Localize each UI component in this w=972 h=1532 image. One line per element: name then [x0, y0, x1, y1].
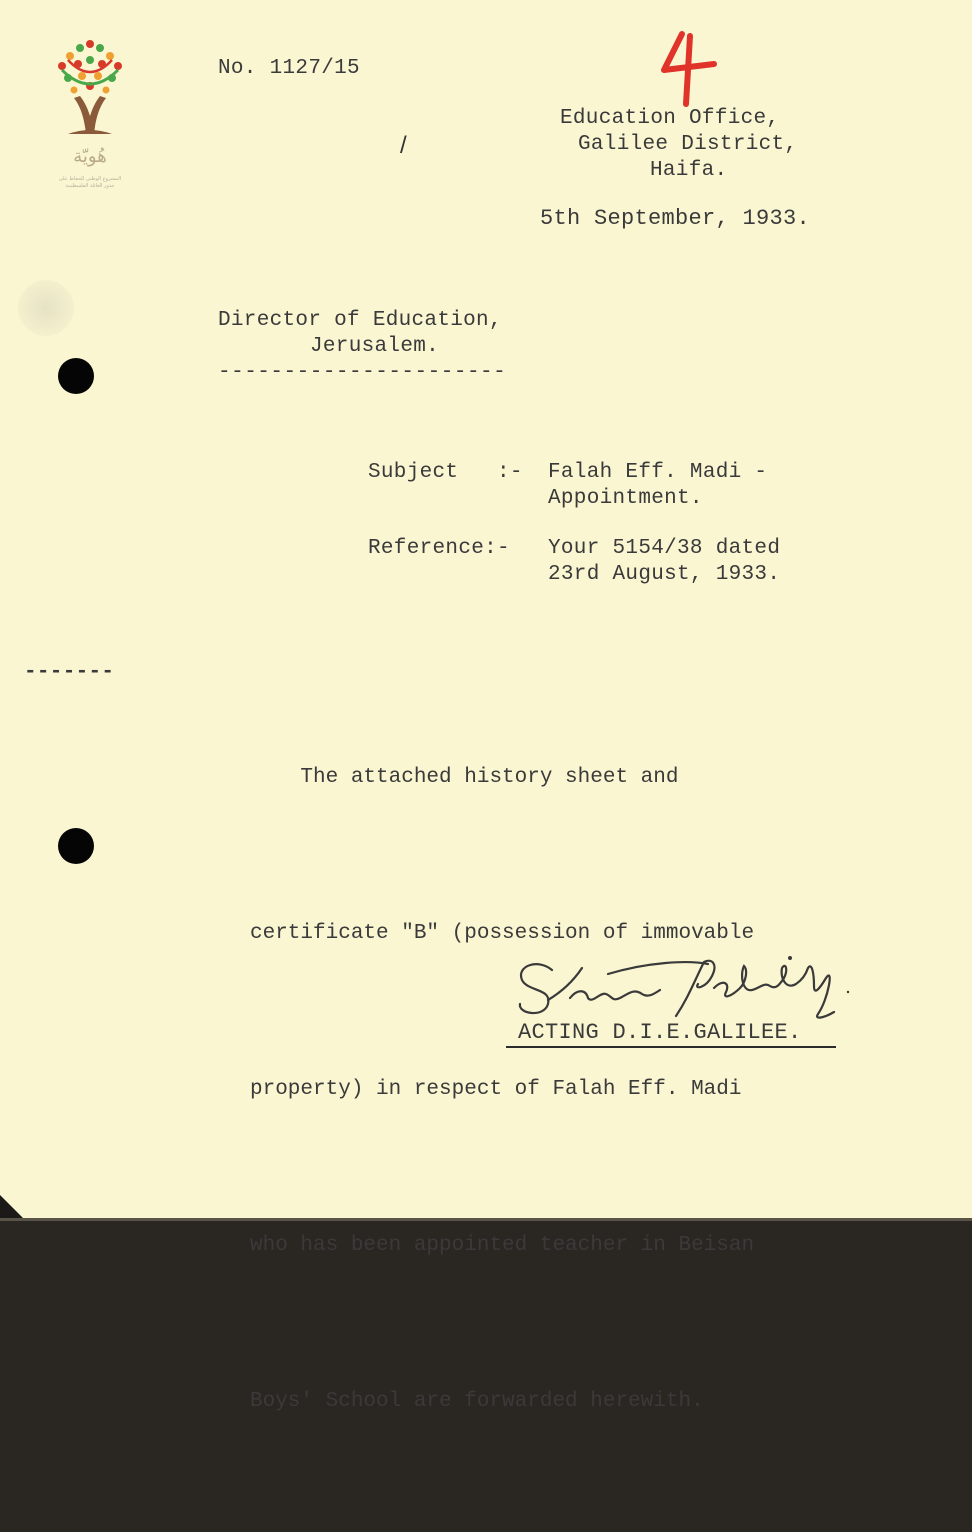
recipient-underline: ----------------------: [218, 361, 507, 384]
handwritten-page-number: [656, 30, 726, 110]
svg-text:Sharee Pradushely: Sharee Pradushely: [508, 1027, 519, 1028]
svg-text:هُويّة: هُويّة: [73, 146, 107, 167]
body-line: property) in respect of Falah Eff. Madi: [250, 1078, 742, 1101]
sender-city: Haifa.: [650, 159, 728, 182]
body-line: Boys' School are forwarded herewith.: [250, 1390, 704, 1413]
recipient-city: Jerusalem.: [310, 335, 440, 358]
signature-title: ACTING D.I.E.GALILEE.: [518, 1020, 802, 1045]
reference-number: No. 1127/15: [218, 57, 360, 80]
margin-rule: -------: [24, 661, 115, 684]
page-bottom-edge: [0, 1218, 972, 1221]
subject-line-1: Falah Eff. Madi -: [548, 461, 768, 484]
sender-office: Education Office,: [560, 107, 780, 130]
logo-caption: [44, 176, 136, 190]
logo-caption-line-1: المشروع الوطني للحفاظ على: [58, 176, 122, 182]
letter-date: 5th September, 1933.: [540, 206, 811, 231]
paper-stain: [18, 280, 74, 336]
body-line: The attached history sheet and: [250, 766, 679, 789]
reference-line-1: Your 5154/38 dated: [548, 537, 781, 560]
punch-hole-bottom: [58, 828, 94, 864]
logo-caption-line-2: جذور العائلة الفلسطينية: [65, 183, 115, 189]
body-line: certificate "B" (possession of immovable: [250, 922, 755, 945]
sender-district: Galilee District,: [578, 133, 798, 156]
body-line: who has been appointed teacher in Beisan: [250, 1234, 755, 1257]
svg-text:4: 4: [716, 106, 717, 107]
subject-line-2: Appointment.: [548, 487, 703, 510]
pencil-tick-mark: /: [400, 132, 407, 159]
letter-body: [250, 648, 890, 1532]
family-tree-logo-icon: [50, 34, 130, 194]
punch-hole-top: [58, 358, 94, 394]
reference-line-2: 23rd August, 1933.: [548, 563, 781, 586]
signature-underline: [506, 1046, 836, 1048]
recipient-title: Director of Education,: [218, 309, 502, 332]
reference-label: Reference:-: [368, 537, 510, 560]
subject-label: Subject :-: [368, 461, 523, 484]
handwritten-signature: [508, 948, 928, 1028]
